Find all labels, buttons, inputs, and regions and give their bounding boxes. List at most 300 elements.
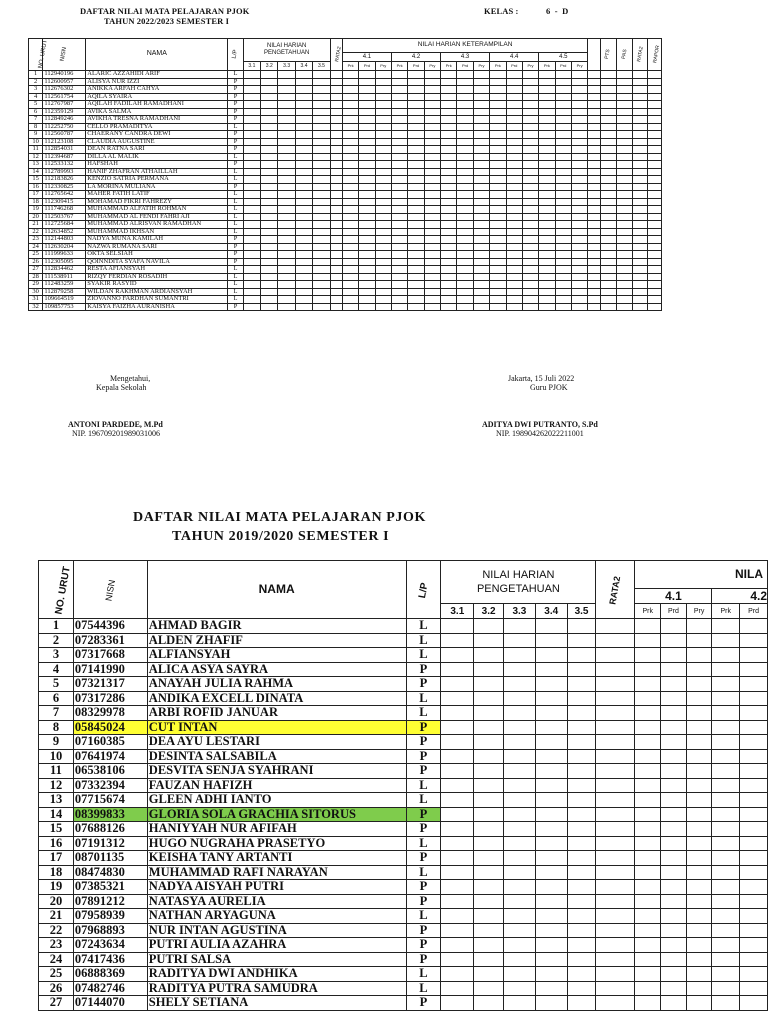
doc1-score-cell[interactable]	[424, 236, 440, 244]
doc1-score-cell[interactable]	[330, 288, 342, 296]
doc1-score-cell[interactable]	[506, 198, 522, 206]
doc1-score-cell[interactable]	[490, 258, 506, 266]
doc1-score-cell[interactable]	[391, 243, 407, 251]
doc1-score-cell[interactable]	[555, 161, 571, 169]
doc2-score-cell[interactable]	[504, 793, 536, 808]
doc2-score-cell[interactable]	[567, 880, 596, 895]
doc2-score-cell[interactable]	[661, 662, 687, 677]
doc1-score-cell[interactable]	[408, 176, 424, 184]
doc1-score-cell[interactable]	[539, 266, 555, 274]
doc1-score-cell[interactable]	[633, 86, 647, 94]
doc2-score-cell[interactable]	[596, 923, 635, 938]
doc1-score-cell[interactable]	[522, 266, 538, 274]
doc1-score-cell[interactable]	[391, 213, 407, 221]
doc2-score-cell[interactable]	[686, 619, 712, 634]
doc2-score-cell[interactable]	[441, 851, 474, 866]
doc1-score-cell[interactable]	[522, 116, 538, 124]
doc1-score-cell[interactable]	[243, 236, 260, 244]
doc1-score-cell[interactable]	[359, 153, 375, 161]
doc2-score-cell[interactable]	[596, 778, 635, 793]
doc1-score-cell[interactable]	[408, 191, 424, 199]
doc1-score-cell[interactable]	[330, 153, 342, 161]
doc1-score-cell[interactable]	[408, 86, 424, 94]
doc1-score-cell[interactable]	[408, 198, 424, 206]
doc1-score-cell[interactable]	[261, 206, 278, 214]
doc2-score-cell[interactable]	[535, 865, 567, 880]
doc1-score-cell[interactable]	[506, 296, 522, 304]
doc1-score-cell[interactable]	[506, 243, 522, 251]
doc2-score-cell[interactable]	[686, 706, 712, 721]
doc2-score-cell[interactable]	[596, 967, 635, 982]
doc1-score-cell[interactable]	[391, 198, 407, 206]
doc1-score-cell[interactable]	[359, 146, 375, 154]
doc2-score-cell[interactable]	[504, 648, 536, 663]
doc1-score-cell[interactable]	[278, 168, 295, 176]
doc2-score-cell[interactable]	[686, 851, 712, 866]
doc2-score-cell[interactable]	[661, 865, 687, 880]
doc1-score-cell[interactable]	[408, 266, 424, 274]
doc1-score-cell[interactable]	[473, 138, 489, 146]
doc2-score-cell[interactable]	[441, 938, 474, 953]
doc2-score-cell[interactable]	[686, 807, 712, 822]
doc1-score-cell[interactable]	[522, 138, 538, 146]
doc1-score-cell[interactable]	[424, 281, 440, 289]
doc1-score-cell[interactable]	[490, 71, 506, 79]
doc1-score-cell[interactable]	[424, 138, 440, 146]
doc2-score-cell[interactable]	[504, 952, 536, 967]
doc1-score-cell[interactable]	[408, 221, 424, 229]
doc1-score-cell[interactable]	[441, 131, 457, 139]
doc1-score-cell[interactable]	[588, 213, 600, 221]
doc1-score-cell[interactable]	[473, 296, 489, 304]
doc1-score-cell[interactable]	[555, 138, 571, 146]
doc1-score-cell[interactable]	[522, 71, 538, 79]
doc1-score-cell[interactable]	[473, 303, 489, 311]
doc1-score-cell[interactable]	[600, 146, 616, 154]
doc2-score-cell[interactable]	[596, 749, 635, 764]
doc1-score-cell[interactable]	[490, 266, 506, 274]
doc1-score-cell[interactable]	[539, 86, 555, 94]
doc1-score-cell[interactable]	[441, 243, 457, 251]
doc2-score-cell[interactable]	[712, 938, 740, 953]
doc1-score-cell[interactable]	[490, 161, 506, 169]
doc2-score-cell[interactable]	[661, 938, 687, 953]
doc1-score-cell[interactable]	[313, 161, 330, 169]
doc1-score-cell[interactable]	[441, 108, 457, 116]
doc1-score-cell[interactable]	[539, 161, 555, 169]
doc2-score-cell[interactable]	[661, 807, 687, 822]
doc1-score-cell[interactable]	[359, 108, 375, 116]
doc1-score-cell[interactable]	[506, 288, 522, 296]
doc2-score-cell[interactable]	[504, 996, 536, 1011]
doc1-score-cell[interactable]	[600, 101, 616, 109]
doc2-score-cell[interactable]	[596, 619, 635, 634]
doc2-score-cell[interactable]	[504, 749, 536, 764]
doc1-score-cell[interactable]	[330, 266, 342, 274]
doc1-score-cell[interactable]	[359, 228, 375, 236]
doc1-score-cell[interactable]	[424, 198, 440, 206]
doc1-score-cell[interactable]	[359, 93, 375, 101]
doc1-score-cell[interactable]	[278, 251, 295, 259]
doc1-score-cell[interactable]	[473, 168, 489, 176]
doc2-score-cell[interactable]	[712, 967, 740, 982]
doc2-score-cell[interactable]	[661, 706, 687, 721]
doc1-score-cell[interactable]	[457, 168, 473, 176]
doc1-score-cell[interactable]	[571, 168, 587, 176]
doc2-score-cell[interactable]	[712, 706, 740, 721]
doc1-score-cell[interactable]	[391, 123, 407, 131]
doc1-score-cell[interactable]	[330, 206, 342, 214]
doc1-score-cell[interactable]	[243, 71, 260, 79]
doc2-score-cell[interactable]	[661, 619, 687, 634]
doc1-score-cell[interactable]	[243, 288, 260, 296]
doc2-score-cell[interactable]	[535, 778, 567, 793]
doc1-score-cell[interactable]	[408, 78, 424, 86]
doc1-score-cell[interactable]	[571, 161, 587, 169]
doc1-score-cell[interactable]	[391, 228, 407, 236]
doc2-score-cell[interactable]	[635, 981, 661, 996]
doc2-score-cell[interactable]	[474, 938, 504, 953]
doc1-score-cell[interactable]	[633, 213, 647, 221]
doc1-score-cell[interactable]	[457, 266, 473, 274]
doc2-score-cell[interactable]	[740, 633, 768, 648]
doc1-score-cell[interactable]	[243, 251, 260, 259]
doc1-score-cell[interactable]	[313, 131, 330, 139]
doc1-score-cell[interactable]	[571, 228, 587, 236]
doc1-score-cell[interactable]	[555, 236, 571, 244]
doc1-score-cell[interactable]	[313, 296, 330, 304]
doc1-score-cell[interactable]	[633, 191, 647, 199]
doc1-score-cell[interactable]	[441, 176, 457, 184]
doc1-score-cell[interactable]	[490, 206, 506, 214]
doc1-score-cell[interactable]	[647, 198, 661, 206]
doc1-score-cell[interactable]	[616, 146, 632, 154]
doc1-score-cell[interactable]	[441, 191, 457, 199]
doc1-score-cell[interactable]	[457, 176, 473, 184]
doc1-score-cell[interactable]	[424, 146, 440, 154]
doc1-score-cell[interactable]	[359, 296, 375, 304]
doc1-score-cell[interactable]	[408, 123, 424, 131]
doc1-score-cell[interactable]	[588, 251, 600, 259]
doc1-score-cell[interactable]	[295, 221, 312, 229]
doc1-score-cell[interactable]	[555, 281, 571, 289]
doc1-score-cell[interactable]	[457, 221, 473, 229]
doc1-score-cell[interactable]	[313, 281, 330, 289]
doc1-score-cell[interactable]	[243, 191, 260, 199]
doc1-score-cell[interactable]	[261, 198, 278, 206]
doc2-score-cell[interactable]	[635, 677, 661, 692]
doc1-score-cell[interactable]	[616, 206, 632, 214]
doc1-score-cell[interactable]	[330, 138, 342, 146]
doc1-score-cell[interactable]	[588, 273, 600, 281]
doc1-score-cell[interactable]	[571, 266, 587, 274]
doc2-score-cell[interactable]	[635, 691, 661, 706]
doc2-score-cell[interactable]	[686, 662, 712, 677]
doc2-score-cell[interactable]	[686, 648, 712, 663]
doc2-score-cell[interactable]	[635, 880, 661, 895]
doc1-score-cell[interactable]	[441, 228, 457, 236]
doc2-score-cell[interactable]	[441, 720, 474, 735]
doc1-score-cell[interactable]	[506, 161, 522, 169]
doc1-score-cell[interactable]	[375, 236, 391, 244]
doc1-score-cell[interactable]	[522, 168, 538, 176]
doc1-score-cell[interactable]	[342, 198, 358, 206]
doc1-score-cell[interactable]	[600, 93, 616, 101]
doc2-score-cell[interactable]	[661, 691, 687, 706]
doc1-score-cell[interactable]	[295, 228, 312, 236]
doc1-score-cell[interactable]	[522, 101, 538, 109]
doc1-score-cell[interactable]	[633, 183, 647, 191]
doc2-score-cell[interactable]	[504, 691, 536, 706]
doc1-score-cell[interactable]	[600, 213, 616, 221]
doc1-score-cell[interactable]	[278, 153, 295, 161]
doc2-score-cell[interactable]	[567, 894, 596, 909]
doc1-score-cell[interactable]	[600, 86, 616, 94]
doc1-score-cell[interactable]	[243, 198, 260, 206]
doc1-score-cell[interactable]	[391, 288, 407, 296]
doc2-score-cell[interactable]	[567, 996, 596, 1011]
doc1-score-cell[interactable]	[539, 108, 555, 116]
doc1-score-cell[interactable]	[243, 303, 260, 311]
doc1-score-cell[interactable]	[600, 191, 616, 199]
doc1-score-cell[interactable]	[571, 303, 587, 311]
doc1-score-cell[interactable]	[424, 116, 440, 124]
doc1-score-cell[interactable]	[506, 78, 522, 86]
doc2-score-cell[interactable]	[567, 662, 596, 677]
doc1-score-cell[interactable]	[457, 198, 473, 206]
doc1-score-cell[interactable]	[522, 108, 538, 116]
doc1-score-cell[interactable]	[490, 296, 506, 304]
doc1-score-cell[interactable]	[555, 273, 571, 281]
doc1-score-cell[interactable]	[342, 296, 358, 304]
doc1-score-cell[interactable]	[313, 303, 330, 311]
doc2-score-cell[interactable]	[474, 749, 504, 764]
doc1-score-cell[interactable]	[375, 243, 391, 251]
doc1-score-cell[interactable]	[473, 206, 489, 214]
doc2-score-cell[interactable]	[596, 662, 635, 677]
doc1-score-cell[interactable]	[313, 176, 330, 184]
doc1-score-cell[interactable]	[375, 168, 391, 176]
doc1-score-cell[interactable]	[616, 251, 632, 259]
doc1-score-cell[interactable]	[424, 123, 440, 131]
doc1-score-cell[interactable]	[588, 243, 600, 251]
doc1-score-cell[interactable]	[313, 228, 330, 236]
doc1-score-cell[interactable]	[588, 123, 600, 131]
doc1-score-cell[interactable]	[633, 78, 647, 86]
doc1-score-cell[interactable]	[313, 183, 330, 191]
doc2-score-cell[interactable]	[474, 981, 504, 996]
doc2-score-cell[interactable]	[686, 778, 712, 793]
doc1-score-cell[interactable]	[600, 266, 616, 274]
doc2-score-cell[interactable]	[441, 880, 474, 895]
doc2-score-cell[interactable]	[441, 865, 474, 880]
doc1-score-cell[interactable]	[243, 146, 260, 154]
doc1-score-cell[interactable]	[313, 213, 330, 221]
doc1-score-cell[interactable]	[588, 108, 600, 116]
doc1-score-cell[interactable]	[473, 101, 489, 109]
doc1-score-cell[interactable]	[633, 228, 647, 236]
doc1-score-cell[interactable]	[539, 78, 555, 86]
doc1-score-cell[interactable]	[539, 206, 555, 214]
doc1-score-cell[interactable]	[506, 101, 522, 109]
doc2-score-cell[interactable]	[504, 836, 536, 851]
doc2-score-cell[interactable]	[740, 923, 768, 938]
doc1-score-cell[interactable]	[473, 123, 489, 131]
doc1-score-cell[interactable]	[457, 131, 473, 139]
doc1-score-cell[interactable]	[278, 131, 295, 139]
doc2-score-cell[interactable]	[740, 735, 768, 750]
doc1-score-cell[interactable]	[330, 221, 342, 229]
doc1-score-cell[interactable]	[633, 93, 647, 101]
doc2-score-cell[interactable]	[635, 764, 661, 779]
doc2-score-cell[interactable]	[567, 706, 596, 721]
doc1-score-cell[interactable]	[473, 153, 489, 161]
doc1-score-cell[interactable]	[522, 146, 538, 154]
doc1-score-cell[interactable]	[600, 168, 616, 176]
doc1-score-cell[interactable]	[539, 183, 555, 191]
doc1-score-cell[interactable]	[243, 221, 260, 229]
doc1-score-cell[interactable]	[375, 153, 391, 161]
doc1-score-cell[interactable]	[555, 191, 571, 199]
doc1-score-cell[interactable]	[633, 153, 647, 161]
doc1-score-cell[interactable]	[359, 78, 375, 86]
doc1-score-cell[interactable]	[261, 176, 278, 184]
doc1-score-cell[interactable]	[555, 101, 571, 109]
doc1-score-cell[interactable]	[342, 161, 358, 169]
doc1-score-cell[interactable]	[647, 93, 661, 101]
doc1-score-cell[interactable]	[539, 176, 555, 184]
doc1-score-cell[interactable]	[647, 213, 661, 221]
doc1-score-cell[interactable]	[391, 236, 407, 244]
doc1-score-cell[interactable]	[295, 288, 312, 296]
doc1-score-cell[interactable]	[490, 116, 506, 124]
doc1-score-cell[interactable]	[359, 213, 375, 221]
doc1-score-cell[interactable]	[555, 251, 571, 259]
doc1-score-cell[interactable]	[457, 93, 473, 101]
doc2-score-cell[interactable]	[441, 691, 474, 706]
doc1-score-cell[interactable]	[278, 123, 295, 131]
doc1-score-cell[interactable]	[261, 78, 278, 86]
doc1-score-cell[interactable]	[359, 303, 375, 311]
doc2-score-cell[interactable]	[596, 938, 635, 953]
doc2-score-cell[interactable]	[686, 938, 712, 953]
doc1-score-cell[interactable]	[424, 153, 440, 161]
doc1-score-cell[interactable]	[391, 116, 407, 124]
doc1-score-cell[interactable]	[261, 183, 278, 191]
doc1-score-cell[interactable]	[588, 153, 600, 161]
doc1-score-cell[interactable]	[278, 161, 295, 169]
doc2-score-cell[interactable]	[661, 764, 687, 779]
doc1-score-cell[interactable]	[522, 86, 538, 94]
doc1-score-cell[interactable]	[647, 116, 661, 124]
doc1-score-cell[interactable]	[408, 168, 424, 176]
doc1-score-cell[interactable]	[457, 251, 473, 259]
doc1-score-cell[interactable]	[647, 108, 661, 116]
doc2-score-cell[interactable]	[740, 909, 768, 924]
doc1-score-cell[interactable]	[600, 251, 616, 259]
doc1-score-cell[interactable]	[616, 243, 632, 251]
doc2-score-cell[interactable]	[661, 648, 687, 663]
doc1-score-cell[interactable]	[313, 243, 330, 251]
doc1-score-cell[interactable]	[295, 258, 312, 266]
doc1-score-cell[interactable]	[424, 206, 440, 214]
doc2-score-cell[interactable]	[712, 764, 740, 779]
doc1-score-cell[interactable]	[441, 183, 457, 191]
doc1-score-cell[interactable]	[359, 123, 375, 131]
doc1-score-cell[interactable]	[633, 198, 647, 206]
doc2-score-cell[interactable]	[712, 822, 740, 837]
doc2-score-cell[interactable]	[596, 952, 635, 967]
doc1-score-cell[interactable]	[490, 123, 506, 131]
doc1-score-cell[interactable]	[441, 138, 457, 146]
doc1-score-cell[interactable]	[600, 236, 616, 244]
doc1-score-cell[interactable]	[555, 288, 571, 296]
doc1-score-cell[interactable]	[391, 303, 407, 311]
doc1-score-cell[interactable]	[330, 243, 342, 251]
doc1-score-cell[interactable]	[616, 131, 632, 139]
doc1-score-cell[interactable]	[588, 198, 600, 206]
doc1-score-cell[interactable]	[555, 131, 571, 139]
doc2-score-cell[interactable]	[740, 706, 768, 721]
doc1-score-cell[interactable]	[295, 101, 312, 109]
doc1-score-cell[interactable]	[441, 153, 457, 161]
doc1-score-cell[interactable]	[647, 191, 661, 199]
doc1-score-cell[interactable]	[506, 168, 522, 176]
doc1-score-cell[interactable]	[633, 281, 647, 289]
doc2-score-cell[interactable]	[596, 865, 635, 880]
doc1-score-cell[interactable]	[555, 243, 571, 251]
doc2-score-cell[interactable]	[474, 836, 504, 851]
doc1-score-cell[interactable]	[313, 221, 330, 229]
doc1-score-cell[interactable]	[473, 131, 489, 139]
doc1-score-cell[interactable]	[441, 146, 457, 154]
doc1-score-cell[interactable]	[408, 131, 424, 139]
doc1-score-cell[interactable]	[243, 101, 260, 109]
doc2-score-cell[interactable]	[661, 909, 687, 924]
doc1-score-cell[interactable]	[330, 191, 342, 199]
doc1-score-cell[interactable]	[243, 161, 260, 169]
doc1-score-cell[interactable]	[295, 198, 312, 206]
doc2-score-cell[interactable]	[686, 735, 712, 750]
doc1-score-cell[interactable]	[457, 288, 473, 296]
doc1-score-cell[interactable]	[647, 281, 661, 289]
doc1-score-cell[interactable]	[457, 243, 473, 251]
doc1-score-cell[interactable]	[295, 153, 312, 161]
doc2-score-cell[interactable]	[504, 735, 536, 750]
doc1-score-cell[interactable]	[295, 303, 312, 311]
doc1-score-cell[interactable]	[571, 131, 587, 139]
doc2-score-cell[interactable]	[441, 952, 474, 967]
doc1-score-cell[interactable]	[539, 251, 555, 259]
doc1-score-cell[interactable]	[408, 116, 424, 124]
doc1-score-cell[interactable]	[647, 303, 661, 311]
doc2-score-cell[interactable]	[686, 894, 712, 909]
doc2-score-cell[interactable]	[441, 793, 474, 808]
doc1-score-cell[interactable]	[522, 258, 538, 266]
doc2-score-cell[interactable]	[661, 720, 687, 735]
doc2-score-cell[interactable]	[474, 909, 504, 924]
doc2-score-cell[interactable]	[712, 735, 740, 750]
doc2-score-cell[interactable]	[441, 923, 474, 938]
doc1-score-cell[interactable]	[633, 258, 647, 266]
doc1-score-cell[interactable]	[600, 206, 616, 214]
doc1-score-cell[interactable]	[616, 153, 632, 161]
doc2-score-cell[interactable]	[712, 619, 740, 634]
doc2-score-cell[interactable]	[635, 807, 661, 822]
doc1-score-cell[interactable]	[278, 71, 295, 79]
doc2-score-cell[interactable]	[661, 793, 687, 808]
doc1-score-cell[interactable]	[261, 273, 278, 281]
